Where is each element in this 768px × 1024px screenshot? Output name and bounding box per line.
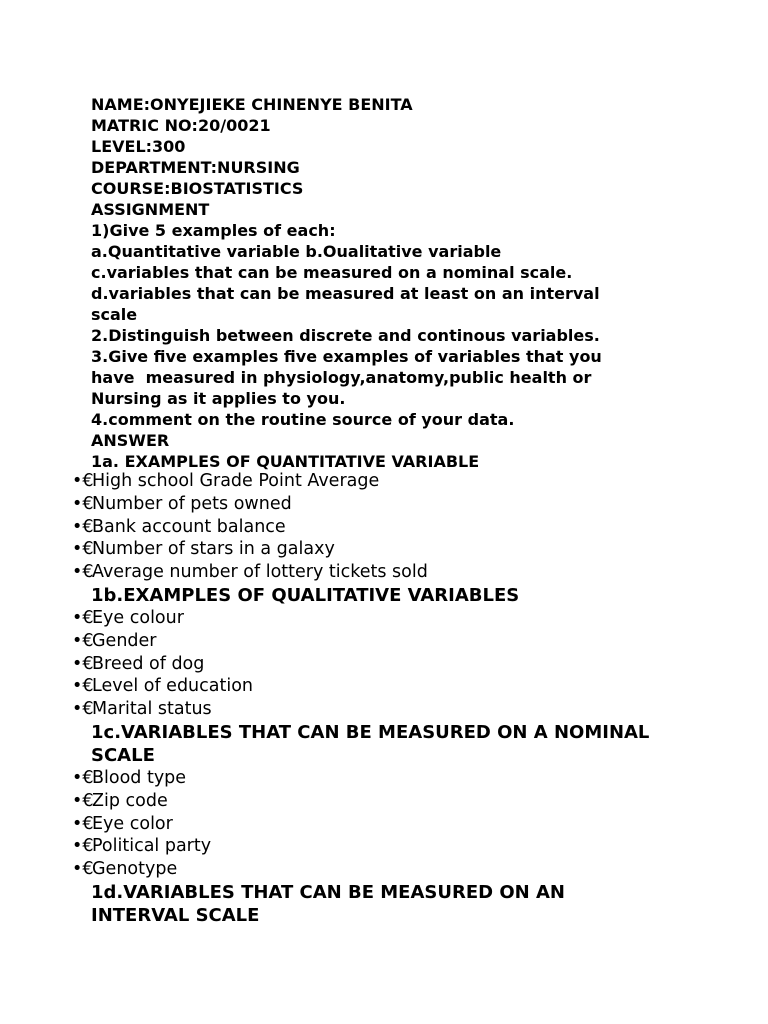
answers-body: [72, 470, 712, 927]
department: DEPARTMENT:NURSING: [91, 158, 300, 177]
answer-title: ANSWER: [91, 431, 170, 450]
bullet-icon: •€: [72, 607, 94, 628]
list-item: •€Level of education: [72, 676, 254, 697]
level: LEVEL:300: [91, 137, 186, 156]
matric-number: MATRIC NO:20/0021: [91, 116, 271, 135]
bullet-icon: •€: [72, 836, 94, 857]
bullet-icon: •€: [72, 813, 94, 834]
list-item: •€Genotype: [72, 859, 178, 880]
list-item: •€Breed of dog: [72, 653, 205, 674]
question-1d-continued: scale: [91, 305, 138, 324]
question-3-continued: have measured in physiology,anatomy,public health or: [91, 368, 592, 387]
assignment-title: ASSIGNMENT: [91, 200, 210, 219]
section-1c-heading: 1c.VARIABLES THAT CAN BE MEASURED ON A NOMINAL: [91, 721, 650, 743]
list-item: •€Number of pets owned: [72, 493, 292, 514]
section-1d-heading: 1d.VARIABLES THAT CAN BE MEASURED ON AN: [91, 881, 565, 903]
question-4: 4.comment on the routine source of your data.: [91, 410, 515, 429]
section-1a-heading: 1a. EXAMPLES OF QUANTITATIVE VARIABLE: [91, 452, 480, 471]
list-item: •€Political party: [72, 836, 212, 857]
bullet-icon: •€: [72, 699, 94, 720]
student-name: NAME:ONYEJIEKE CHINENYE BENITA: [91, 95, 413, 114]
list-item: •€Eye color: [72, 813, 173, 834]
bullet-icon: •€: [72, 859, 94, 880]
bullet-icon: •€: [72, 653, 94, 674]
bullet-icon: •€: [72, 471, 94, 491]
list-item: •€Eye colour: [72, 607, 184, 628]
bullet-icon: •€: [72, 767, 94, 788]
list-item: •€Bank account balance: [72, 516, 286, 537]
question-1c: c.variables that can be measured on a nominal scale.: [91, 263, 573, 282]
section-1c-heading-continued: SCALE: [91, 744, 155, 766]
bullet-icon: •€: [72, 516, 94, 537]
list-item: •€Average number of lottery tickets sold: [72, 562, 428, 583]
section-1b-heading: 1b.EXAMPLES OF QUALITATIVE VARIABLES: [91, 584, 520, 606]
bullet-icon: •€: [72, 562, 94, 583]
list-item: •€High school Grade Point Average: [72, 471, 380, 491]
list-item: •€Number of stars in a galaxy: [72, 539, 335, 560]
bullet-icon: •€: [72, 790, 94, 811]
question-1: 1)Give 5 examples of each:: [91, 221, 336, 240]
section-1d-heading-continued: INTERVAL SCALE: [91, 904, 260, 926]
question-3-end: Nursing as it applies to you.: [91, 389, 346, 408]
bullet-icon: •€: [72, 676, 94, 697]
course: COURSE:BIOSTATISTICS: [91, 179, 304, 198]
bullet-icon: •€: [72, 630, 94, 651]
bullet-icon: •€: [72, 539, 94, 560]
list-item: •€Gender: [72, 630, 157, 651]
list-item: •€Zip code: [72, 790, 168, 811]
question-2: 2.Distinguish between discrete and continous variables.: [91, 326, 600, 345]
list-item: •€Blood type: [72, 767, 187, 788]
question-1a-1b: a.Quantitative variable b.Oualitative variable: [91, 242, 502, 261]
bullet-icon: •€: [72, 493, 94, 514]
assignment-header: [91, 94, 711, 472]
question-3: 3.Give five examples five examples of variables that you: [91, 347, 602, 366]
question-1d: d.variables that can be measured at least on an interval: [91, 284, 600, 303]
list-item: •€Marital status: [72, 699, 212, 720]
